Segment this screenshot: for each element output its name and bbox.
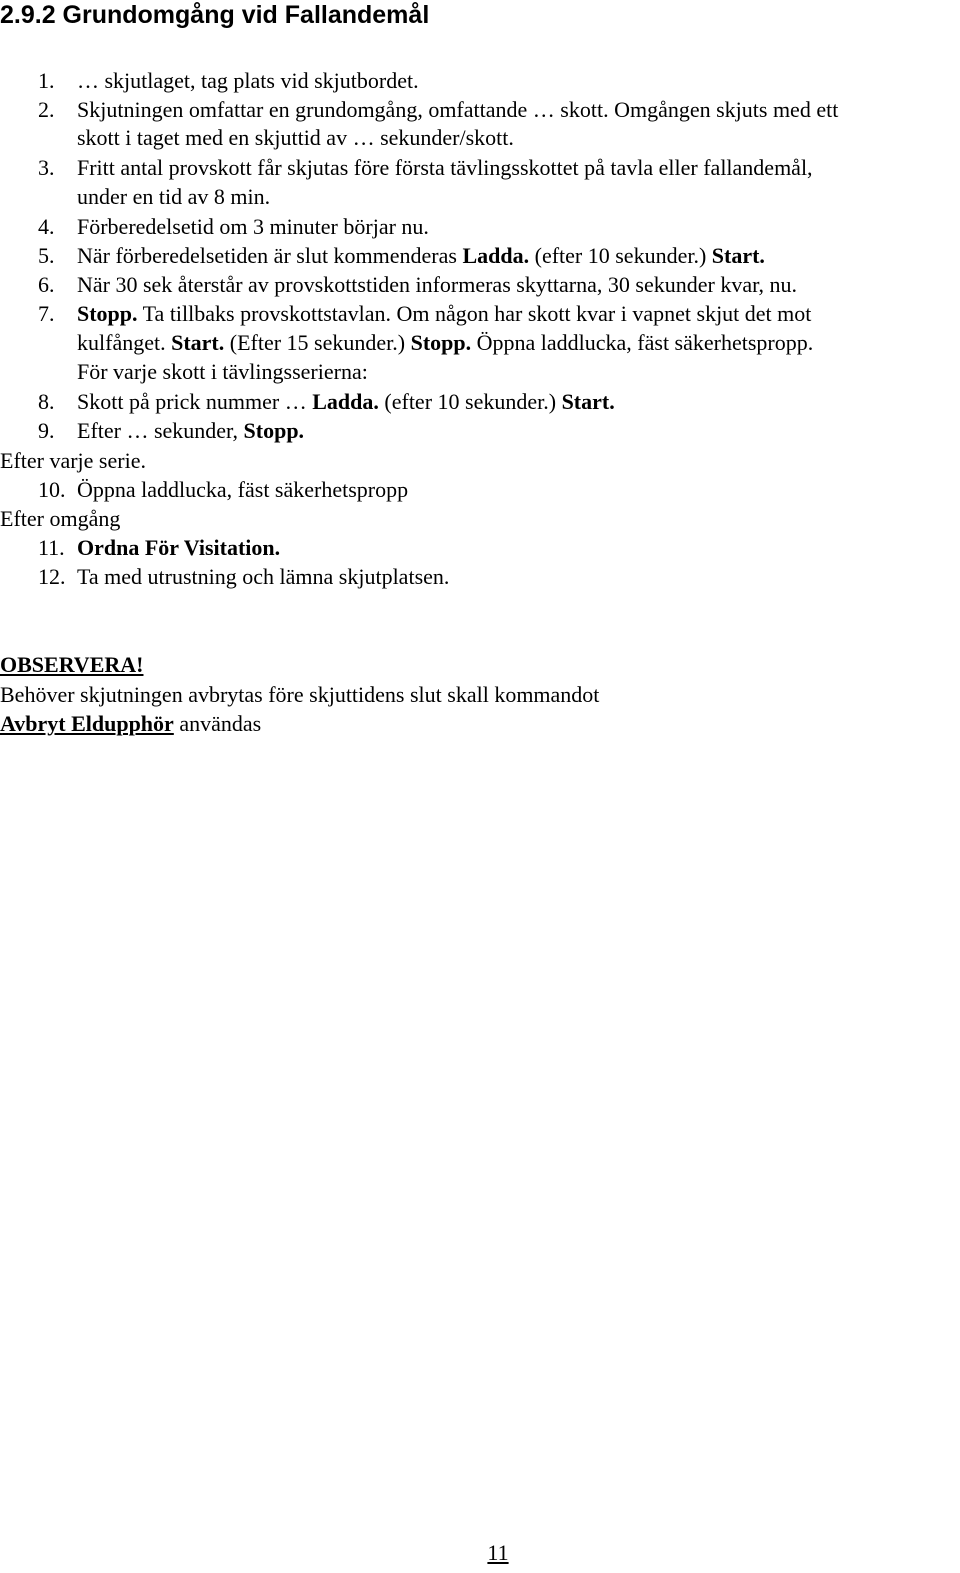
item-text-part: När förberedelsetiden är slut kommenderas [77,243,463,268]
command-ladda: Ladda. [312,389,379,414]
command-start: Start. [711,243,765,268]
command-start: Start. [561,389,615,414]
note-title [0,650,143,680]
item-number: 3. [38,155,55,180]
command-visitation: Ordna För Visitation. [77,535,281,560]
item-text: Fritt antal provskott får skjutas före första tävlingsskottet på tavla eller fallandemål, [77,155,813,180]
item-text [77,241,765,271]
item-number: 12. [38,564,66,589]
item-text-part: Efter … sekunder, [77,418,244,443]
item-text-part: Skott på prick nummer … [77,389,313,414]
item-text: … skjutlaget, tag plats vid skjutbordet. [77,68,419,93]
note-line [0,709,261,739]
item-text [77,299,811,329]
item-text [77,387,615,417]
item-number: 1. [38,68,55,93]
item-number: 10. [38,477,66,502]
item-text-continued: under en tid av 8 min. [77,184,271,209]
command-stopp: Stopp. [77,301,138,326]
page-number: 11 [487,1540,509,1565]
command-start: Start. [171,330,225,355]
item-text: När 30 sek återstår av provskottstiden informeras skyttarna, 30 sekunder kvar, nu. [77,272,798,297]
command-stopp: Stopp. [410,330,472,355]
item-text: Skjutningen omfattar en grundomgång, omfattande … skott. Omgången skjuts med ett [77,97,839,122]
item-number: 6. [38,272,55,297]
item-number: 4. [38,214,55,239]
item-text-part: Ta tillbaks provskottstavlan. Om någon har skott kvar i vapnet skjut det mot [137,301,812,326]
item-text: Förberedelsetid om 3 minuter börjar nu. [77,214,429,239]
item-number: 8. [38,389,55,414]
subheading-after-round: Efter omgång [0,506,121,531]
command-stopp: Stopp. [243,418,305,443]
command-ladda: Ladda. [462,243,530,268]
item-number: 2. [38,97,55,122]
subheading-after-series: Efter varje serie. [0,448,146,473]
item-text-continued: För varje skott i tävlingsserierna: [77,359,368,384]
item-number: 9. [38,418,55,443]
item-text-part: (efter 10 sekunder.) [529,243,712,268]
item-text-part: (efter 10 sekunder.) [378,389,562,414]
item-text-continued [77,328,813,358]
item-number: 5. [38,243,55,268]
item-text-continued: skott i taget med en skjuttid av … sekunder/skott. [77,125,514,150]
note-text-part: användas [173,711,262,736]
item-text-part: (Efter 15 sekunder.) [224,330,411,355]
item-text [77,533,280,563]
item-text-part: Öppna laddlucka, fäst säkerhetspropp. [471,330,814,355]
note-line: Behöver skjutningen avbrytas före skjuttidens slut skall kommandot [0,682,600,707]
item-number: 11. [38,535,65,560]
item-text: Ta med utrustning och lämna skjutplatsen. [77,564,450,589]
section-heading: 2.9.2 Grundomgång vid Fallandemål [0,1,430,29]
item-text-part: kulfånget. [77,330,172,355]
item-text [77,416,304,446]
item-number: 7. [38,301,55,326]
command-avbryt-eldupphor: Avbryt Eldupphör [0,711,174,736]
note-title-text: OBSERVERA! [0,652,144,677]
item-text: Öppna laddlucka, fäst säkerhetspropp [77,477,409,502]
